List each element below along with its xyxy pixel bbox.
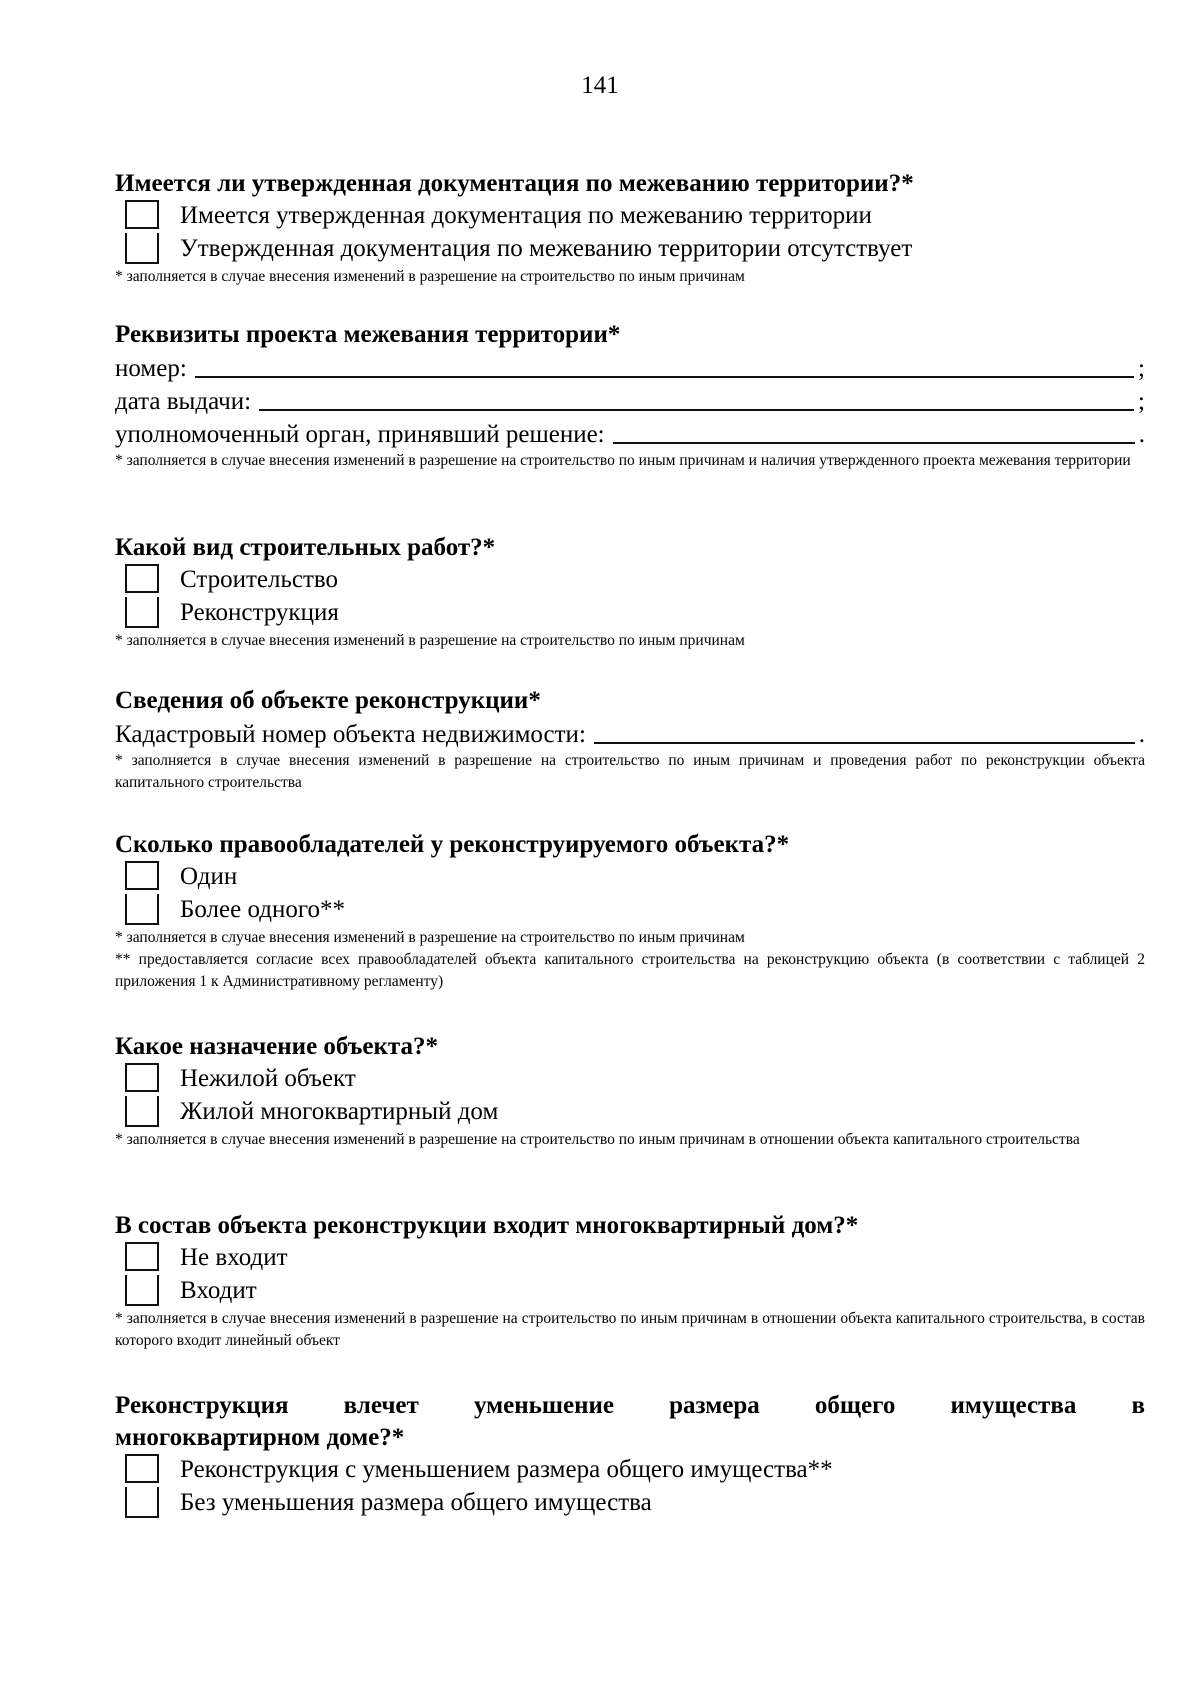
option-label: Жилой многоквартирный дом [180, 1098, 499, 1125]
field-terminator: ; [1138, 355, 1145, 382]
option-one-holder[interactable] [115, 861, 1145, 894]
section-includes-apartment-building [115, 1210, 1145, 1352]
page-number: 141 [581, 72, 619, 99]
footnote: * заполняется в случае внесения изменений в разрешение на строительство по иным причинам и наличия утвержденного проекта межевания территории [115, 452, 1131, 469]
footnote-secondary: ** предоставляется согласие всех правообладателей объекта капитального строительства на реконструкцию объекта (в соответствии с таблицей 2 приложения 1 к Административному регламенту) [115, 951, 1145, 990]
field-label: Кадастровый номер объекта недвижимости: [115, 721, 586, 748]
checkbox[interactable] [125, 1242, 159, 1271]
checkbox[interactable] [125, 1454, 159, 1483]
section-title: Реконструкция влечет уменьшение размера общего имущества в [115, 1392, 1145, 1419]
field-terminator: . [1138, 421, 1145, 448]
footnote: * заполняется в случае внесения изменений в разрешение на строительство по иным причинам в отношении объекта капитального строительства, в состав которого входит линейный объект [115, 1310, 1145, 1349]
field-label: уполномоченный орган, принявший решение: [115, 421, 605, 448]
option-label: Реконструкция с уменьшением размера общего имущества** [180, 1456, 833, 1483]
section-right-holders [115, 829, 1145, 993]
option-label: Реконструкция [180, 599, 339, 626]
option-label: Строительство [180, 566, 339, 593]
option-without-reduction[interactable] [115, 1487, 1145, 1520]
footnote: * заполняется в случае внесения изменений в разрешение на строительство по иным причинам и проведения работ по реконструкции объекта капитального строительства [115, 752, 1145, 791]
section-title: В состав объекта реконструкции входит многоквартирный дом?* [115, 1212, 859, 1239]
section-title: Имеется ли утвержденная документация по межеванию территории?* [115, 170, 914, 197]
issue-date-field[interactable] [115, 384, 1145, 417]
option-apartment-building[interactable] [115, 1096, 1145, 1129]
option-label: Без уменьшения размера общего имущества [180, 1489, 652, 1516]
option-label: Более одного** [180, 896, 345, 923]
option-label: Имеется утвержденная документация по межеванию территории [180, 202, 872, 229]
option-non-residential[interactable] [115, 1063, 1145, 1096]
section-construction-type [115, 532, 1145, 652]
cadastral-number-field[interactable] [115, 717, 1145, 750]
option-docs-absent[interactable] [115, 233, 1145, 266]
field-label: дата выдачи: [115, 388, 252, 415]
option-with-reduction[interactable] [115, 1454, 1145, 1487]
section-survey-project-details [115, 319, 1145, 472]
field-terminator: . [1138, 721, 1145, 748]
footnote: * заполняется в случае внесения изменений в разрешение на строительство по иным причинам [115, 929, 745, 946]
option-multiple-holders[interactable] [115, 894, 1145, 927]
option-construction[interactable] [115, 564, 1145, 597]
section-title: Сколько правообладателей у реконструируемого объекта?* [115, 831, 790, 858]
section-title: Какой вид строительных работ?* [115, 534, 496, 561]
authority-field[interactable] [115, 417, 1145, 450]
section-title-continuation: многоквартирном доме?* [115, 1424, 405, 1451]
checkbox[interactable] [125, 1487, 159, 1518]
checkbox[interactable] [125, 1275, 159, 1306]
section-title: Реквизиты проекта межевания территории* [115, 321, 621, 348]
section-title: Сведения об объекте реконструкции* [115, 687, 541, 714]
checkbox[interactable] [125, 861, 159, 890]
option-label: Утвержденная документация по межеванию территории отсутствует [180, 235, 913, 262]
checkbox[interactable] [125, 1063, 159, 1092]
checkbox[interactable] [125, 894, 159, 925]
input-line[interactable] [613, 441, 1135, 444]
input-line[interactable] [195, 375, 1134, 378]
option-docs-approved[interactable] [115, 200, 1145, 233]
option-not-included[interactable] [115, 1242, 1145, 1275]
number-field[interactable] [115, 351, 1145, 384]
option-label: Один [180, 863, 238, 890]
footnote: * заполняется в случае внесения изменений в разрешение на строительство по иным причинам [115, 268, 745, 285]
checkbox[interactable] [125, 233, 159, 264]
section-land-survey-docs [115, 168, 1145, 288]
checkbox[interactable] [125, 564, 159, 593]
option-included[interactable] [115, 1275, 1145, 1308]
section-reconstruction-object [115, 685, 1145, 794]
input-line[interactable] [594, 741, 1135, 744]
section-title: Какое назначение объекта?* [115, 1033, 438, 1060]
footnote: * заполняется в случае внесения изменений в разрешение на строительство по иным причинам [115, 632, 745, 649]
checkbox[interactable] [125, 200, 159, 229]
checkbox[interactable] [125, 1096, 159, 1127]
option-reconstruction[interactable] [115, 597, 1145, 630]
section-object-purpose [115, 1031, 1145, 1151]
field-terminator: ; [1138, 388, 1145, 415]
footnote: * заполняется в случае внесения изменений в разрешение на строительство по иным причинам в отношении объекта капитального строительства [115, 1131, 1080, 1148]
field-label: номер: [115, 355, 187, 382]
option-label: Не входит [180, 1244, 288, 1271]
input-line[interactable] [259, 408, 1134, 411]
section-common-property-reduction [115, 1390, 1145, 1520]
checkbox[interactable] [125, 597, 159, 628]
option-label: Нежилой объект [180, 1065, 356, 1092]
option-label: Входит [180, 1277, 257, 1304]
